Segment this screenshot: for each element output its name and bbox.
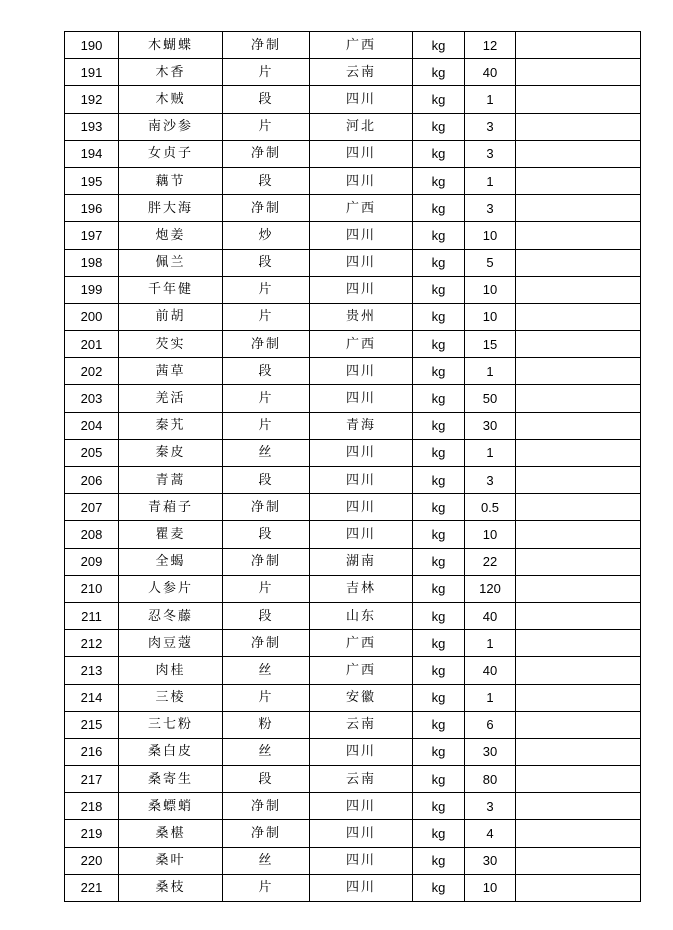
- table-row: [65, 494, 641, 521]
- row-number-cell: 207: [65, 494, 119, 521]
- herb-name-cell: 肉豆蔻: [119, 630, 223, 657]
- unit-cell: kg: [413, 59, 465, 86]
- table-row: [65, 548, 641, 575]
- unit-cell: kg: [413, 358, 465, 385]
- table-row: [65, 521, 641, 548]
- quantity-cell: 1: [465, 630, 516, 657]
- herb-name-cell: 木蝴蝶: [119, 32, 223, 59]
- table-row: [65, 874, 641, 901]
- table-row: [65, 331, 641, 358]
- herb-name-cell: 瞿麦: [119, 521, 223, 548]
- note-cell: [516, 303, 641, 330]
- quantity-cell: 40: [465, 602, 516, 629]
- processing-cell: 净制: [223, 140, 310, 167]
- quantity-cell: 1: [465, 439, 516, 466]
- herb-inventory-sheet: [64, 31, 641, 902]
- row-number-cell: 221: [65, 874, 119, 901]
- herb-name-cell: 人参片: [119, 575, 223, 602]
- quantity-cell: 22: [465, 548, 516, 575]
- quantity-cell: 1: [465, 167, 516, 194]
- origin-cell: 贵州: [310, 303, 413, 330]
- row-number-cell: 198: [65, 249, 119, 276]
- herb-name-cell: 炮姜: [119, 222, 223, 249]
- note-cell: [516, 385, 641, 412]
- herb-name-cell: 前胡: [119, 303, 223, 330]
- note-cell: [516, 847, 641, 874]
- quantity-cell: 12: [465, 32, 516, 59]
- processing-cell: 丝: [223, 439, 310, 466]
- note-cell: [516, 358, 641, 385]
- herb-name-cell: 羌活: [119, 385, 223, 412]
- herb-name-cell: 佩兰: [119, 249, 223, 276]
- table-row: [65, 32, 641, 59]
- note-cell: [516, 140, 641, 167]
- note-cell: [516, 575, 641, 602]
- herb-name-cell: 肉桂: [119, 657, 223, 684]
- row-number-cell: 196: [65, 195, 119, 222]
- note-cell: [516, 249, 641, 276]
- processing-cell: 段: [223, 467, 310, 494]
- row-number-cell: 217: [65, 766, 119, 793]
- unit-cell: kg: [413, 195, 465, 222]
- origin-cell: 四川: [310, 140, 413, 167]
- origin-cell: 四川: [310, 467, 413, 494]
- quantity-cell: 10: [465, 276, 516, 303]
- unit-cell: kg: [413, 167, 465, 194]
- note-cell: [516, 412, 641, 439]
- unit-cell: kg: [413, 276, 465, 303]
- note-cell: [516, 630, 641, 657]
- note-cell: [516, 222, 641, 249]
- processing-cell: 片: [223, 113, 310, 140]
- row-number-cell: 215: [65, 711, 119, 738]
- row-number-cell: 201: [65, 331, 119, 358]
- row-number-cell: 210: [65, 575, 119, 602]
- unit-cell: kg: [413, 847, 465, 874]
- note-cell: [516, 276, 641, 303]
- herb-name-cell: 茜草: [119, 358, 223, 385]
- processing-cell: 片: [223, 684, 310, 711]
- table-row: [65, 847, 641, 874]
- herb-name-cell: 三七粉: [119, 711, 223, 738]
- unit-cell: kg: [413, 738, 465, 765]
- quantity-cell: 3: [465, 140, 516, 167]
- row-number-cell: 205: [65, 439, 119, 466]
- origin-cell: 河北: [310, 113, 413, 140]
- herb-name-cell: 芡实: [119, 331, 223, 358]
- table-row: [65, 276, 641, 303]
- quantity-cell: 120: [465, 575, 516, 602]
- row-number-cell: 204: [65, 412, 119, 439]
- table-row: [65, 140, 641, 167]
- row-number-cell: 212: [65, 630, 119, 657]
- herb-name-cell: 忍冬藤: [119, 602, 223, 629]
- note-cell: [516, 521, 641, 548]
- herb-name-cell: 桑寄生: [119, 766, 223, 793]
- table-row: [65, 222, 641, 249]
- row-number-cell: 209: [65, 548, 119, 575]
- processing-cell: 净制: [223, 630, 310, 657]
- unit-cell: kg: [413, 86, 465, 113]
- quantity-cell: 0.5: [465, 494, 516, 521]
- unit-cell: kg: [413, 439, 465, 466]
- quantity-cell: 10: [465, 874, 516, 901]
- origin-cell: 广西: [310, 195, 413, 222]
- note-cell: [516, 738, 641, 765]
- processing-cell: 段: [223, 167, 310, 194]
- table-row: [65, 684, 641, 711]
- note-cell: [516, 548, 641, 575]
- quantity-cell: 50: [465, 385, 516, 412]
- quantity-cell: 40: [465, 657, 516, 684]
- table-row: [65, 358, 641, 385]
- quantity-cell: 3: [465, 113, 516, 140]
- table-row: [65, 602, 641, 629]
- table-row: [65, 439, 641, 466]
- origin-cell: 云南: [310, 59, 413, 86]
- row-number-cell: 195: [65, 167, 119, 194]
- origin-cell: 四川: [310, 874, 413, 901]
- unit-cell: kg: [413, 793, 465, 820]
- row-number-cell: 208: [65, 521, 119, 548]
- table-row: [65, 575, 641, 602]
- unit-cell: kg: [413, 467, 465, 494]
- unit-cell: kg: [413, 575, 465, 602]
- herb-name-cell: 木香: [119, 59, 223, 86]
- origin-cell: 四川: [310, 167, 413, 194]
- note-cell: [516, 167, 641, 194]
- quantity-cell: 1: [465, 358, 516, 385]
- row-number-cell: 219: [65, 820, 119, 847]
- note-cell: [516, 766, 641, 793]
- unit-cell: kg: [413, 32, 465, 59]
- note-cell: [516, 602, 641, 629]
- table-row: [65, 303, 641, 330]
- unit-cell: kg: [413, 140, 465, 167]
- note-cell: [516, 59, 641, 86]
- origin-cell: 安徽: [310, 684, 413, 711]
- origin-cell: 广西: [310, 657, 413, 684]
- origin-cell: 四川: [310, 521, 413, 548]
- note-cell: [516, 331, 641, 358]
- note-cell: [516, 711, 641, 738]
- table-row: [65, 385, 641, 412]
- row-number-cell: 214: [65, 684, 119, 711]
- origin-cell: 四川: [310, 249, 413, 276]
- row-number-cell: 197: [65, 222, 119, 249]
- processing-cell: 净制: [223, 494, 310, 521]
- origin-cell: 吉林: [310, 575, 413, 602]
- unit-cell: kg: [413, 385, 465, 412]
- herb-name-cell: 桑叶: [119, 847, 223, 874]
- quantity-cell: 1: [465, 86, 516, 113]
- unit-cell: kg: [413, 874, 465, 901]
- herb-table: [64, 31, 641, 902]
- unit-cell: kg: [413, 548, 465, 575]
- quantity-cell: 80: [465, 766, 516, 793]
- origin-cell: 四川: [310, 276, 413, 303]
- processing-cell: 净制: [223, 793, 310, 820]
- note-cell: [516, 820, 641, 847]
- quantity-cell: 3: [465, 793, 516, 820]
- origin-cell: 广西: [310, 630, 413, 657]
- unit-cell: kg: [413, 249, 465, 276]
- row-number-cell: 202: [65, 358, 119, 385]
- herb-name-cell: 千年健: [119, 276, 223, 303]
- unit-cell: kg: [413, 494, 465, 521]
- herb-name-cell: 桑枝: [119, 874, 223, 901]
- quantity-cell: 10: [465, 222, 516, 249]
- note-cell: [516, 874, 641, 901]
- herb-name-cell: 藕节: [119, 167, 223, 194]
- quantity-cell: 10: [465, 303, 516, 330]
- table-row: [65, 412, 641, 439]
- herb-table-body: [65, 32, 641, 902]
- row-number-cell: 194: [65, 140, 119, 167]
- herb-name-cell: 全蝎: [119, 548, 223, 575]
- quantity-cell: 10: [465, 521, 516, 548]
- row-number-cell: 213: [65, 657, 119, 684]
- quantity-cell: 3: [465, 467, 516, 494]
- note-cell: [516, 113, 641, 140]
- herb-name-cell: 青蒿: [119, 467, 223, 494]
- origin-cell: 四川: [310, 793, 413, 820]
- processing-cell: 段: [223, 602, 310, 629]
- origin-cell: 四川: [310, 738, 413, 765]
- unit-cell: kg: [413, 684, 465, 711]
- table-row: [65, 766, 641, 793]
- herb-name-cell: 胖大海: [119, 195, 223, 222]
- unit-cell: kg: [413, 630, 465, 657]
- origin-cell: 四川: [310, 847, 413, 874]
- processing-cell: 片: [223, 276, 310, 303]
- row-number-cell: 191: [65, 59, 119, 86]
- row-number-cell: 206: [65, 467, 119, 494]
- processing-cell: 片: [223, 385, 310, 412]
- row-number-cell: 220: [65, 847, 119, 874]
- quantity-cell: 30: [465, 412, 516, 439]
- processing-cell: 炒: [223, 222, 310, 249]
- processing-cell: 段: [223, 86, 310, 113]
- row-number-cell: 203: [65, 385, 119, 412]
- processing-cell: 段: [223, 766, 310, 793]
- quantity-cell: 6: [465, 711, 516, 738]
- note-cell: [516, 467, 641, 494]
- quantity-cell: 15: [465, 331, 516, 358]
- origin-cell: 四川: [310, 439, 413, 466]
- origin-cell: 山东: [310, 602, 413, 629]
- table-row: [65, 657, 641, 684]
- note-cell: [516, 32, 641, 59]
- herb-name-cell: 木贼: [119, 86, 223, 113]
- row-number-cell: 199: [65, 276, 119, 303]
- unit-cell: kg: [413, 657, 465, 684]
- herb-name-cell: 桑白皮: [119, 738, 223, 765]
- origin-cell: 广西: [310, 331, 413, 358]
- origin-cell: 湖南: [310, 548, 413, 575]
- row-number-cell: 190: [65, 32, 119, 59]
- note-cell: [516, 494, 641, 521]
- processing-cell: 片: [223, 874, 310, 901]
- processing-cell: 净制: [223, 331, 310, 358]
- table-row: [65, 167, 641, 194]
- origin-cell: 四川: [310, 86, 413, 113]
- note-cell: [516, 439, 641, 466]
- unit-cell: kg: [413, 521, 465, 548]
- origin-cell: 四川: [310, 494, 413, 521]
- unit-cell: kg: [413, 711, 465, 738]
- quantity-cell: 3: [465, 195, 516, 222]
- quantity-cell: 30: [465, 738, 516, 765]
- herb-name-cell: 桑螵蛸: [119, 793, 223, 820]
- processing-cell: 净制: [223, 548, 310, 575]
- processing-cell: 片: [223, 303, 310, 330]
- unit-cell: kg: [413, 602, 465, 629]
- processing-cell: 净制: [223, 32, 310, 59]
- processing-cell: 段: [223, 249, 310, 276]
- table-row: [65, 467, 641, 494]
- row-number-cell: 218: [65, 793, 119, 820]
- table-row: [65, 59, 641, 86]
- origin-cell: 四川: [310, 222, 413, 249]
- origin-cell: 四川: [310, 820, 413, 847]
- processing-cell: 片: [223, 575, 310, 602]
- table-row: [65, 195, 641, 222]
- table-row: [65, 630, 641, 657]
- origin-cell: 青海: [310, 412, 413, 439]
- processing-cell: 片: [223, 412, 310, 439]
- herb-name-cell: 南沙参: [119, 113, 223, 140]
- processing-cell: 净制: [223, 195, 310, 222]
- table-row: [65, 249, 641, 276]
- herb-name-cell: 秦皮: [119, 439, 223, 466]
- quantity-cell: 4: [465, 820, 516, 847]
- quantity-cell: 5: [465, 249, 516, 276]
- processing-cell: 丝: [223, 847, 310, 874]
- quantity-cell: 30: [465, 847, 516, 874]
- herb-name-cell: 秦艽: [119, 412, 223, 439]
- unit-cell: kg: [413, 331, 465, 358]
- unit-cell: kg: [413, 820, 465, 847]
- processing-cell: 丝: [223, 738, 310, 765]
- table-row: [65, 793, 641, 820]
- table-row: [65, 113, 641, 140]
- row-number-cell: 200: [65, 303, 119, 330]
- quantity-cell: 40: [465, 59, 516, 86]
- row-number-cell: 193: [65, 113, 119, 140]
- processing-cell: 片: [223, 59, 310, 86]
- processing-cell: 净制: [223, 820, 310, 847]
- table-row: [65, 738, 641, 765]
- herb-name-cell: 女贞子: [119, 140, 223, 167]
- processing-cell: 粉: [223, 711, 310, 738]
- table-row: [65, 820, 641, 847]
- note-cell: [516, 657, 641, 684]
- unit-cell: kg: [413, 412, 465, 439]
- row-number-cell: 192: [65, 86, 119, 113]
- unit-cell: kg: [413, 222, 465, 249]
- processing-cell: 段: [223, 358, 310, 385]
- quantity-cell: 1: [465, 684, 516, 711]
- origin-cell: 四川: [310, 385, 413, 412]
- note-cell: [516, 86, 641, 113]
- origin-cell: 四川: [310, 358, 413, 385]
- note-cell: [516, 793, 641, 820]
- origin-cell: 云南: [310, 711, 413, 738]
- processing-cell: 丝: [223, 657, 310, 684]
- row-number-cell: 216: [65, 738, 119, 765]
- herb-name-cell: 三棱: [119, 684, 223, 711]
- origin-cell: 云南: [310, 766, 413, 793]
- origin-cell: 广西: [310, 32, 413, 59]
- note-cell: [516, 195, 641, 222]
- unit-cell: kg: [413, 303, 465, 330]
- herb-name-cell: 青葙子: [119, 494, 223, 521]
- herb-name-cell: 桑椹: [119, 820, 223, 847]
- unit-cell: kg: [413, 766, 465, 793]
- table-row: [65, 711, 641, 738]
- processing-cell: 段: [223, 521, 310, 548]
- table-row: [65, 86, 641, 113]
- row-number-cell: 211: [65, 602, 119, 629]
- unit-cell: kg: [413, 113, 465, 140]
- note-cell: [516, 684, 641, 711]
